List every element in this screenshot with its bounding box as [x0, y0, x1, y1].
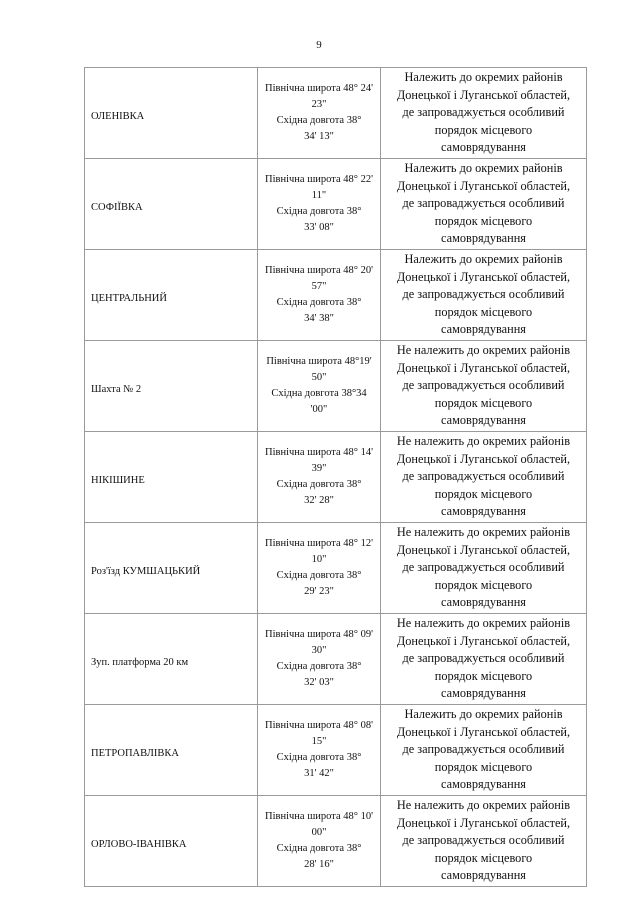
settlement-name: Шахта № 2 — [85, 341, 258, 432]
latitude-text: Північна широта 48° 22' 11" — [265, 174, 373, 201]
status-line: Донецької і Луганської областей, — [396, 269, 571, 284]
status-line: Не належить до окремих районів — [396, 798, 571, 813]
status-cell — [381, 523, 587, 614]
longitude-minutes-text: '00" — [310, 404, 328, 415]
settlement-name: ПЕТРОПАВЛІВКА — [85, 705, 258, 796]
coordinates-cell — [258, 523, 381, 614]
longitude-minutes-text: 32' 28" — [304, 495, 334, 506]
longitude-text: Східна довгота 38° — [276, 206, 362, 217]
status-line: де запроваджується особливий — [402, 742, 565, 757]
status-line: де запроваджується особливий — [402, 833, 565, 848]
status-line: де запроваджується особливий — [402, 469, 565, 484]
status-line: порядок місцевого — [434, 304, 533, 319]
coordinates-cell — [258, 796, 381, 887]
status-line: самоврядування — [441, 868, 526, 883]
status-line: порядок місцевого — [434, 850, 533, 865]
latitude-text: Північна широта 48° 12' 10" — [265, 538, 373, 565]
table-body — [85, 68, 587, 887]
settlement-name: Роз'їзд КУМШАЦЬКИЙ — [85, 523, 258, 614]
status-line: де запроваджується особливий — [402, 378, 565, 393]
status-line: Донецької і Луганської областей, — [396, 724, 571, 739]
longitude-text: Східна довгота 38° — [276, 297, 362, 308]
status-cell — [381, 68, 587, 159]
status-cell — [381, 159, 587, 250]
page-number: 9 — [316, 39, 322, 51]
status-line: Донецької і Луганської областей, — [396, 542, 571, 557]
longitude-text: Східна довгота 38° — [276, 661, 362, 672]
status-line: порядок місцевого — [434, 122, 533, 137]
latitude-text: Північна широта 48° 20' 57" — [265, 265, 373, 292]
status-line: Донецької і Луганської областей, — [396, 360, 571, 375]
status-line: Належить до окремих районів — [404, 707, 563, 722]
coordinates-cell — [258, 68, 381, 159]
latitude-text: Північна широта 48°19' 50" — [266, 356, 372, 383]
table-row — [85, 523, 587, 614]
status-line: самоврядування — [441, 595, 526, 610]
settlement-name: ОРЛОВО-ІВАНІВКА — [85, 796, 258, 887]
table-row — [85, 614, 587, 705]
longitude-minutes-text: 32' 03" — [304, 677, 334, 688]
coordinates-cell — [258, 705, 381, 796]
latitude-text: Північна широта 48° 14' 39" — [265, 447, 373, 474]
latitude-text: Північна широта 48° 09' 30" — [265, 629, 373, 656]
status-line: самоврядування — [441, 140, 526, 155]
settlement-name: НІКІШИНЕ — [85, 432, 258, 523]
longitude-minutes-text: 34' 38" — [304, 313, 334, 324]
longitude-text: Східна довгота 38° — [276, 570, 362, 581]
table-row — [85, 432, 587, 523]
table-row — [85, 159, 587, 250]
status-line: самоврядування — [441, 504, 526, 519]
status-line: Донецької і Луганської областей, — [396, 815, 571, 830]
status-cell — [381, 341, 587, 432]
longitude-minutes-text: 33' 08" — [304, 222, 334, 233]
status-line: Донецької і Луганської областей, — [396, 451, 571, 466]
longitude-text: Східна довгота 38° — [276, 752, 362, 763]
table-row — [85, 68, 587, 159]
longitude-text: Східна довгота 38° — [276, 479, 362, 490]
status-line: Належить до окремих районів — [404, 252, 563, 267]
status-line: де запроваджується особливий — [402, 560, 565, 575]
longitude-minutes-text: 28' 16" — [304, 859, 334, 870]
settlement-name: ЦЕНТРАЛЬНИЙ — [85, 250, 258, 341]
status-line: самоврядування — [441, 231, 526, 246]
status-line: самоврядування — [441, 686, 526, 701]
status-line: самоврядування — [441, 777, 526, 792]
status-line: самоврядування — [441, 413, 526, 428]
status-cell — [381, 614, 587, 705]
settlement-name: Зуп. платформа 20 км — [85, 614, 258, 705]
longitude-minutes-text: 29' 23" — [304, 586, 334, 597]
table-row — [85, 341, 587, 432]
status-line: Донецької і Луганської областей, — [396, 87, 571, 102]
status-cell — [381, 705, 587, 796]
status-line: Не належить до окремих районів — [396, 616, 571, 631]
coordinates-cell — [258, 614, 381, 705]
settlement-name: ОЛЕНІВКА — [85, 68, 258, 159]
status-line: порядок місцевого — [434, 213, 533, 228]
status-line: порядок місцевого — [434, 759, 533, 774]
longitude-text: Східна довгота 38° — [276, 843, 362, 854]
status-cell — [381, 796, 587, 887]
coordinates-cell — [258, 341, 381, 432]
status-line: Не належить до окремих районів — [396, 343, 571, 358]
status-line: самоврядування — [441, 322, 526, 337]
status-line: де запроваджується особливий — [402, 651, 565, 666]
latitude-text: Північна широта 48° 10' 00" — [265, 811, 373, 838]
status-line: де запроваджується особливий — [402, 105, 565, 120]
longitude-text: Східна довгота 38° — [276, 115, 362, 126]
table-row — [85, 705, 587, 796]
latitude-text: Північна широта 48° 24' 23" — [265, 83, 373, 110]
status-line: Не належить до окремих районів — [396, 434, 571, 449]
settlement-name: СОФІЇВКА — [85, 159, 258, 250]
status-line: Належить до окремих районів — [404, 70, 563, 85]
status-line: де запроваджується особливий — [402, 287, 565, 302]
status-line: Донецької і Луганської областей, — [396, 178, 571, 193]
status-line: Донецької і Луганської областей, — [396, 633, 571, 648]
status-cell — [381, 432, 587, 523]
status-line: де запроваджується особливий — [402, 196, 565, 211]
status-line: порядок місцевого — [434, 577, 533, 592]
longitude-minutes-text: 34' 13" — [304, 131, 334, 142]
status-line: Належить до окремих районів — [404, 161, 563, 176]
table-row — [85, 250, 587, 341]
status-line: порядок місцевого — [434, 395, 533, 410]
status-line: Не належить до окремих районів — [396, 525, 571, 540]
status-line: порядок місцевого — [434, 668, 533, 683]
longitude-minutes-text: 31' 42" — [304, 768, 334, 779]
status-cell — [381, 250, 587, 341]
table-row — [85, 796, 587, 887]
longitude-text: Східна довгота 38°34 — [271, 388, 367, 399]
coordinates-cell — [258, 250, 381, 341]
status-line: порядок місцевого — [434, 486, 533, 501]
coordinates-cell — [258, 159, 381, 250]
latitude-text: Північна широта 48° 08' 15" — [265, 720, 373, 747]
settlements-table — [84, 67, 587, 887]
coordinates-cell — [258, 432, 381, 523]
